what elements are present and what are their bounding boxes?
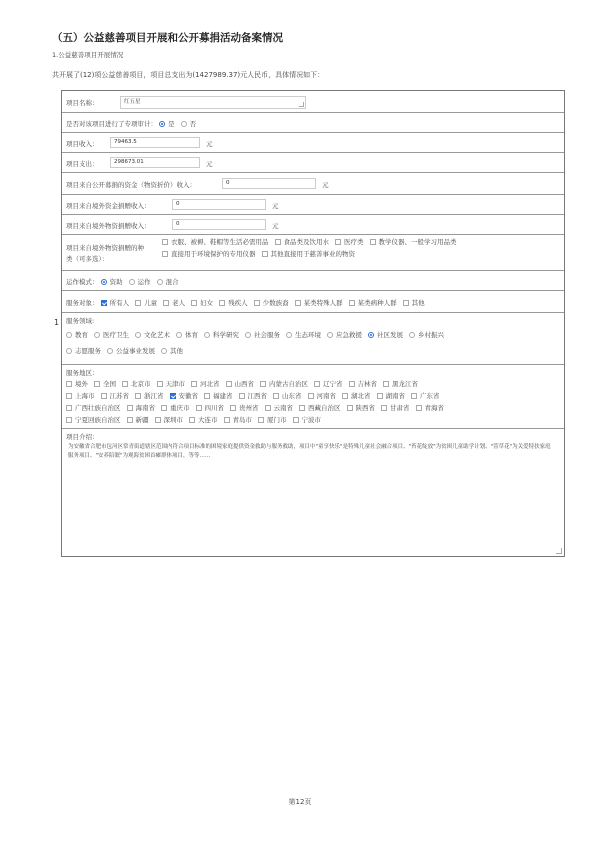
checkbox-empty-icon[interactable] bbox=[349, 300, 355, 306]
region-option[interactable] bbox=[161, 403, 190, 414]
region-option[interactable] bbox=[170, 391, 199, 402]
radio-empty-icon[interactable] bbox=[157, 279, 163, 285]
checkbox-empty-icon[interactable] bbox=[416, 405, 422, 411]
region-option[interactable] bbox=[308, 391, 337, 402]
radio-empty-icon[interactable] bbox=[94, 332, 100, 338]
mode-option-label: 运作 bbox=[137, 278, 151, 286]
mode-option-label: 资助 bbox=[109, 278, 123, 286]
service-region-options-1 bbox=[66, 379, 560, 390]
service-field-option-label: 社区发展 bbox=[377, 331, 403, 339]
intro-textarea[interactable]: 为安徽省合肥市包河区常青街道辖区范围内符合项目标准的困境家庭提供资金救助与服务救助，项目中"童享快乐"是特殊儿童社会融合项目、"苔花绽放"为贫困儿童助学计划、"萱草花"为关爱特扶家庭服务项目、"安养陪眠"为观海贫困首瘫群体项目，等等…… bbox=[68, 444, 551, 459]
service-field-options-1 bbox=[66, 330, 560, 341]
region-option-label: 山西省 bbox=[234, 380, 254, 388]
row-intro bbox=[62, 429, 564, 556]
service-field-option-label: 公益事业发展 bbox=[116, 347, 155, 355]
row-mode bbox=[62, 271, 564, 291]
target-options bbox=[101, 299, 431, 307]
service-field-option[interactable] bbox=[66, 346, 101, 357]
row-expense bbox=[62, 153, 564, 173]
region-option[interactable] bbox=[204, 391, 233, 402]
region-option-label: 辽宁省 bbox=[323, 380, 343, 388]
checkbox-empty-icon[interactable] bbox=[239, 393, 245, 399]
row-foreign-goods bbox=[62, 215, 564, 235]
region-option-label: 贵州省 bbox=[239, 404, 259, 412]
service-field-option-label: 应急救援 bbox=[336, 331, 362, 339]
region-option-label: 广西壮族自治区 bbox=[75, 404, 121, 412]
target-option[interactable] bbox=[254, 298, 289, 307]
service-field-label: 服务领域: bbox=[66, 317, 95, 325]
audit-option[interactable] bbox=[181, 119, 197, 128]
service-region-options-3 bbox=[66, 403, 560, 414]
region-option[interactable] bbox=[189, 415, 218, 426]
audit-options bbox=[159, 120, 202, 128]
checkbox-empty-icon[interactable] bbox=[162, 251, 168, 257]
goods-type-option-label: 直接用于环境保护的专用仪器 bbox=[171, 250, 256, 258]
service-region-label: 服务地区： bbox=[66, 369, 99, 377]
region-option[interactable] bbox=[347, 403, 376, 414]
audit-option[interactable] bbox=[159, 119, 175, 128]
region-option[interactable] bbox=[377, 391, 406, 402]
goods-type-option[interactable] bbox=[370, 237, 457, 248]
service-field-option-label: 志愿服务 bbox=[75, 347, 101, 355]
service-field-option[interactable] bbox=[204, 330, 239, 341]
target-option-label: 少数族裔 bbox=[262, 299, 289, 307]
target-option-label: 其他 bbox=[411, 299, 425, 307]
foreign-goods-label: 项目来自境外物资捐赠收入： bbox=[66, 222, 151, 230]
public-fund-label: 项目来自公开募捐的资金（物资折价）收入： bbox=[66, 181, 196, 189]
goods-type-option[interactable] bbox=[162, 237, 269, 248]
checkbox-selected-icon[interactable] bbox=[170, 393, 176, 399]
checkbox-empty-icon[interactable] bbox=[163, 300, 169, 306]
checkbox-empty-icon[interactable] bbox=[94, 381, 100, 387]
region-option[interactable] bbox=[66, 379, 88, 390]
mode-option[interactable] bbox=[157, 277, 179, 286]
region-option[interactable] bbox=[155, 415, 184, 426]
region-option-label: 湖南省 bbox=[385, 392, 405, 400]
checkbox-empty-icon[interactable] bbox=[122, 381, 128, 387]
region-option-label: 江苏省 bbox=[109, 392, 129, 400]
target-option[interactable] bbox=[219, 298, 248, 307]
mode-option-label: 混合 bbox=[165, 278, 179, 286]
row-goods-types bbox=[62, 235, 564, 271]
checkbox-empty-icon[interactable] bbox=[314, 381, 320, 387]
checkbox-empty-icon[interactable] bbox=[226, 381, 232, 387]
radio-empty-icon[interactable] bbox=[181, 121, 187, 127]
checkbox-empty-icon[interactable] bbox=[204, 393, 210, 399]
section-title: （五）公益慈善项目开展和公开募捐活动备案情况 bbox=[52, 32, 283, 44]
goods-type-option[interactable] bbox=[262, 249, 356, 260]
radio-empty-icon[interactable] bbox=[66, 332, 72, 338]
foreign-goods-unit: 元 bbox=[272, 222, 279, 230]
row-service-region bbox=[62, 365, 564, 429]
region-option-label: 海南省 bbox=[135, 404, 155, 412]
checkbox-empty-icon[interactable] bbox=[162, 239, 168, 245]
target-option-label: 老人 bbox=[172, 299, 186, 307]
checkbox-empty-icon[interactable] bbox=[230, 405, 236, 411]
region-option[interactable] bbox=[258, 415, 287, 426]
checkbox-empty-icon[interactable] bbox=[155, 417, 161, 423]
region-option[interactable] bbox=[416, 403, 445, 414]
radio-empty-icon[interactable] bbox=[135, 332, 141, 338]
region-option[interactable] bbox=[230, 403, 259, 414]
checkbox-empty-icon[interactable] bbox=[370, 239, 376, 245]
audit-label: 是否对该项目进行了专项审计： bbox=[66, 120, 157, 128]
checkbox-empty-icon[interactable] bbox=[66, 393, 72, 399]
goods-type-option-label: 食品类及饮用水 bbox=[283, 238, 329, 246]
checkbox-empty-icon[interactable] bbox=[342, 393, 348, 399]
region-option-label: 新疆 bbox=[135, 416, 149, 424]
region-option[interactable] bbox=[224, 415, 253, 426]
service-field-option[interactable] bbox=[409, 330, 444, 341]
region-option-label: 甘肃省 bbox=[390, 404, 410, 412]
radio-selected-icon[interactable] bbox=[101, 279, 107, 285]
region-option-label: 天津市 bbox=[165, 380, 185, 388]
service-field-option-label: 教育 bbox=[75, 331, 88, 339]
summary-text: 共开展了(12)项公益慈善项目，项目总支出为(1427989.37)元人民币，具体情况如下： bbox=[52, 71, 325, 79]
radio-empty-icon[interactable] bbox=[327, 332, 333, 338]
region-option-label: 四川省 bbox=[204, 404, 224, 412]
goods-type-option[interactable] bbox=[275, 237, 330, 248]
service-field-option-label: 其他 bbox=[170, 347, 183, 355]
region-option-label: 青岛市 bbox=[232, 416, 252, 424]
service-field-option[interactable] bbox=[368, 330, 403, 341]
target-option[interactable] bbox=[295, 298, 343, 307]
row-audit bbox=[62, 113, 564, 133]
target-option[interactable] bbox=[191, 298, 213, 307]
project-name-value: 红五星 bbox=[124, 99, 141, 105]
audit-question bbox=[66, 119, 202, 128]
region-option-label: 大连市 bbox=[198, 416, 218, 424]
checkbox-empty-icon[interactable] bbox=[262, 251, 268, 257]
radio-empty-icon[interactable] bbox=[245, 332, 251, 338]
checkbox-empty-icon[interactable] bbox=[293, 417, 299, 423]
region-option-label: 重庆市 bbox=[170, 404, 190, 412]
mode-option[interactable] bbox=[129, 277, 151, 286]
target-option[interactable] bbox=[163, 298, 185, 307]
region-option[interactable] bbox=[191, 379, 220, 390]
checkbox-empty-icon[interactable] bbox=[258, 417, 264, 423]
region-option[interactable] bbox=[293, 415, 322, 426]
checkbox-selected-icon[interactable] bbox=[101, 300, 107, 306]
radio-empty-icon[interactable] bbox=[176, 332, 182, 338]
radio-empty-icon[interactable] bbox=[129, 279, 135, 285]
expense-label: 项目支出： bbox=[66, 160, 99, 168]
mode-label: 运作模式： bbox=[66, 278, 99, 286]
target-option[interactable] bbox=[403, 298, 425, 307]
region-option-label: 全国 bbox=[103, 380, 116, 388]
row-income bbox=[62, 133, 564, 153]
region-option[interactable] bbox=[383, 379, 418, 390]
region-option-label: 陕西省 bbox=[355, 404, 375, 412]
region-option[interactable] bbox=[314, 379, 343, 390]
target-label: 服务对象： bbox=[66, 299, 99, 307]
row-service-field bbox=[62, 313, 564, 365]
region-option-label: 云南省 bbox=[273, 404, 293, 412]
foreign-fund-label: 项目来自境外资金捐赠收入： bbox=[66, 202, 151, 210]
checkbox-empty-icon[interactable] bbox=[275, 239, 281, 245]
checkbox-empty-icon[interactable] bbox=[135, 393, 141, 399]
checkbox-empty-icon[interactable] bbox=[157, 381, 163, 387]
region-option-label: 湖北省 bbox=[351, 392, 371, 400]
checkbox-empty-icon[interactable] bbox=[219, 300, 225, 306]
row-target bbox=[62, 291, 564, 313]
region-option-label: 河北省 bbox=[200, 380, 220, 388]
radio-empty-icon[interactable] bbox=[161, 348, 167, 354]
service-region-options-2 bbox=[66, 391, 560, 402]
checkbox-empty-icon[interactable] bbox=[189, 417, 195, 423]
expense-unit: 元 bbox=[206, 160, 213, 168]
region-option-label: 吉林省 bbox=[357, 380, 377, 388]
region-option-label: 青海省 bbox=[424, 404, 444, 412]
target-option[interactable] bbox=[101, 298, 130, 307]
radio-empty-icon[interactable] bbox=[107, 348, 113, 354]
target-question bbox=[66, 298, 431, 307]
service-field-option[interactable] bbox=[161, 346, 183, 357]
checkbox-empty-icon[interactable] bbox=[299, 405, 305, 411]
region-option-label: 安徽省 bbox=[178, 392, 198, 400]
goods-type-label-2: 类（可多选）： bbox=[66, 255, 109, 263]
checkbox-empty-icon[interactable] bbox=[381, 405, 387, 411]
service-field-option-label: 生态环境 bbox=[295, 331, 321, 339]
region-option[interactable] bbox=[66, 403, 121, 414]
radio-empty-icon[interactable] bbox=[286, 332, 292, 338]
region-option[interactable] bbox=[94, 379, 116, 390]
checkbox-empty-icon[interactable] bbox=[377, 393, 383, 399]
checkbox-empty-icon[interactable] bbox=[411, 393, 417, 399]
region-option[interactable] bbox=[239, 391, 268, 402]
radio-selected-icon[interactable] bbox=[368, 332, 374, 338]
checkbox-empty-icon[interactable] bbox=[335, 239, 341, 245]
audit-option-label: 否 bbox=[189, 120, 197, 128]
region-option-label: 黑龙江省 bbox=[392, 380, 418, 388]
radio-empty-icon[interactable] bbox=[66, 348, 72, 354]
target-option-label: 某类特殊人群 bbox=[303, 299, 343, 307]
service-field-option-label: 体育 bbox=[185, 331, 198, 339]
region-option-label: 江西省 bbox=[247, 392, 267, 400]
radio-empty-icon[interactable] bbox=[409, 332, 415, 338]
checkbox-empty-icon[interactable] bbox=[347, 405, 353, 411]
region-option-label: 浙江省 bbox=[144, 392, 164, 400]
foreign-fund-unit: 元 bbox=[272, 202, 279, 210]
goods-type-option-label: 其他直接用于慈善事业的物资 bbox=[270, 250, 355, 258]
audit-option-label: 是 bbox=[168, 120, 175, 128]
region-option[interactable] bbox=[127, 415, 149, 426]
region-option-label: 深圳市 bbox=[163, 416, 183, 424]
page-number: 第12页 bbox=[288, 798, 312, 806]
region-option[interactable] bbox=[226, 379, 255, 390]
region-option[interactable] bbox=[66, 415, 121, 426]
checkbox-empty-icon[interactable] bbox=[66, 417, 72, 423]
resize-handle-icon[interactable] bbox=[556, 548, 562, 554]
checkbox-empty-icon[interactable] bbox=[66, 405, 72, 411]
region-option[interactable] bbox=[122, 379, 151, 390]
section-subtitle: 1.公益慈善项目开展情况 bbox=[52, 51, 124, 59]
checkbox-empty-icon[interactable] bbox=[127, 417, 133, 423]
resize-handle-icon[interactable] bbox=[299, 102, 304, 107]
region-option[interactable] bbox=[273, 391, 302, 402]
checkbox-empty-icon[interactable] bbox=[260, 381, 266, 387]
checkbox-empty-icon[interactable] bbox=[254, 300, 260, 306]
foreign-goods-input[interactable]: 0 bbox=[172, 219, 266, 230]
public-fund-input[interactable]: 0 bbox=[222, 178, 316, 189]
checkbox-empty-icon[interactable] bbox=[273, 393, 279, 399]
goods-type-label-1: 项目来自境外物资捐赠的种 bbox=[66, 244, 144, 252]
goods-type-option[interactable] bbox=[335, 237, 364, 248]
service-field-option[interactable] bbox=[107, 346, 155, 357]
region-option[interactable] bbox=[265, 403, 294, 414]
radio-selected-icon[interactable] bbox=[159, 121, 165, 127]
region-option[interactable] bbox=[342, 391, 371, 402]
checkbox-empty-icon[interactable] bbox=[265, 405, 271, 411]
mode-question bbox=[66, 277, 185, 286]
checkbox-empty-icon[interactable] bbox=[127, 405, 133, 411]
region-option-label: 上海市 bbox=[75, 392, 95, 400]
region-option-label: 内蒙古自治区 bbox=[269, 380, 308, 388]
goods-type-option[interactable] bbox=[162, 249, 256, 260]
region-option[interactable] bbox=[127, 403, 156, 414]
service-field-option[interactable] bbox=[94, 330, 129, 341]
service-field-option[interactable] bbox=[327, 330, 362, 341]
income-input[interactable]: 79463.5 bbox=[110, 137, 200, 148]
service-field-option[interactable] bbox=[66, 330, 88, 341]
project-name-label: 项目名称： bbox=[66, 99, 99, 107]
checkbox-empty-icon[interactable] bbox=[295, 300, 301, 306]
region-option-label: 福建省 bbox=[213, 392, 233, 400]
region-option-label: 北京市 bbox=[131, 380, 151, 388]
region-option[interactable] bbox=[260, 379, 308, 390]
service-region-options-4 bbox=[66, 415, 560, 426]
region-option[interactable] bbox=[157, 379, 186, 390]
checkbox-empty-icon[interactable] bbox=[66, 381, 72, 387]
service-field-option-label: 社会服务 bbox=[254, 331, 280, 339]
intro-label: 项目介绍： bbox=[66, 433, 99, 441]
target-option-label: 儿童 bbox=[144, 299, 158, 307]
goods-type-option-label: 衣服、被褥、鞋帽等生活必需用品 bbox=[171, 238, 269, 246]
service-field-option-label: 文化艺术 bbox=[144, 331, 170, 339]
income-unit: 元 bbox=[206, 140, 213, 148]
mode-options bbox=[101, 278, 185, 286]
region-option[interactable] bbox=[196, 403, 225, 414]
region-option[interactable] bbox=[66, 391, 95, 402]
foreign-fund-input[interactable]: 0 bbox=[172, 199, 266, 210]
region-option[interactable] bbox=[411, 391, 440, 402]
mode-option[interactable] bbox=[101, 277, 123, 286]
project-form bbox=[61, 90, 565, 557]
region-option-label: 广东省 bbox=[420, 392, 440, 400]
target-option-label: 某类病种人群 bbox=[357, 299, 397, 307]
radio-empty-icon[interactable] bbox=[204, 332, 210, 338]
service-field-option-label: 乡村振兴 bbox=[418, 331, 444, 339]
goods-type-options-1 bbox=[162, 237, 560, 248]
region-option-label: 宁波市 bbox=[301, 416, 321, 424]
region-option-label: 河南省 bbox=[316, 392, 336, 400]
target-option[interactable] bbox=[135, 298, 157, 307]
region-option[interactable] bbox=[101, 391, 130, 402]
checkbox-empty-icon[interactable] bbox=[383, 381, 389, 387]
row-public-fund bbox=[62, 173, 564, 195]
service-field-option-label: 科学研究 bbox=[213, 331, 239, 339]
checkbox-empty-icon[interactable] bbox=[224, 417, 230, 423]
service-field-option[interactable] bbox=[286, 330, 321, 341]
goods-type-options-2 bbox=[162, 249, 560, 260]
income-label: 项目收入： bbox=[66, 140, 99, 148]
region-option[interactable] bbox=[135, 391, 164, 402]
target-option[interactable] bbox=[349, 298, 397, 307]
checkbox-empty-icon[interactable] bbox=[161, 405, 167, 411]
target-option-label: 残疾人 bbox=[228, 299, 248, 307]
region-option-label: 西藏自治区 bbox=[308, 404, 341, 412]
checkbox-empty-icon[interactable] bbox=[135, 300, 141, 306]
checkbox-empty-icon[interactable] bbox=[196, 405, 202, 411]
region-option-label: 山东省 bbox=[282, 392, 302, 400]
checkbox-empty-icon[interactable] bbox=[349, 381, 355, 387]
row-index: 1 bbox=[54, 318, 60, 327]
checkbox-empty-icon[interactable] bbox=[191, 300, 197, 306]
region-option[interactable] bbox=[349, 379, 378, 390]
public-fund-unit: 元 bbox=[322, 181, 329, 189]
service-field-option[interactable] bbox=[245, 330, 280, 341]
service-field-option-label: 医疗卫生 bbox=[103, 331, 129, 339]
project-name-input[interactable] bbox=[120, 96, 306, 109]
region-option[interactable] bbox=[381, 403, 410, 414]
region-option[interactable] bbox=[299, 403, 341, 414]
service-field-option[interactable] bbox=[176, 330, 198, 341]
row-project-name bbox=[62, 91, 564, 113]
service-field-options-2 bbox=[66, 346, 560, 357]
goods-type-option-label: 教学仪器、一般学习用品类 bbox=[378, 238, 457, 246]
target-option-label: 所有人 bbox=[109, 299, 130, 307]
expense-input[interactable]: 298673.01 bbox=[110, 157, 200, 168]
region-option-label: 境外 bbox=[75, 380, 88, 388]
target-option-label: 妇女 bbox=[200, 299, 214, 307]
service-field-option[interactable] bbox=[135, 330, 170, 341]
checkbox-empty-icon[interactable] bbox=[403, 300, 409, 306]
region-option-label: 宁夏回族自治区 bbox=[75, 416, 121, 424]
row-foreign-fund bbox=[62, 195, 564, 215]
goods-type-option-label: 医疗类 bbox=[344, 238, 364, 246]
checkbox-empty-icon[interactable] bbox=[308, 393, 314, 399]
checkbox-empty-icon[interactable] bbox=[101, 393, 107, 399]
checkbox-empty-icon[interactable] bbox=[191, 381, 197, 387]
region-option-label: 厦门市 bbox=[267, 416, 287, 424]
